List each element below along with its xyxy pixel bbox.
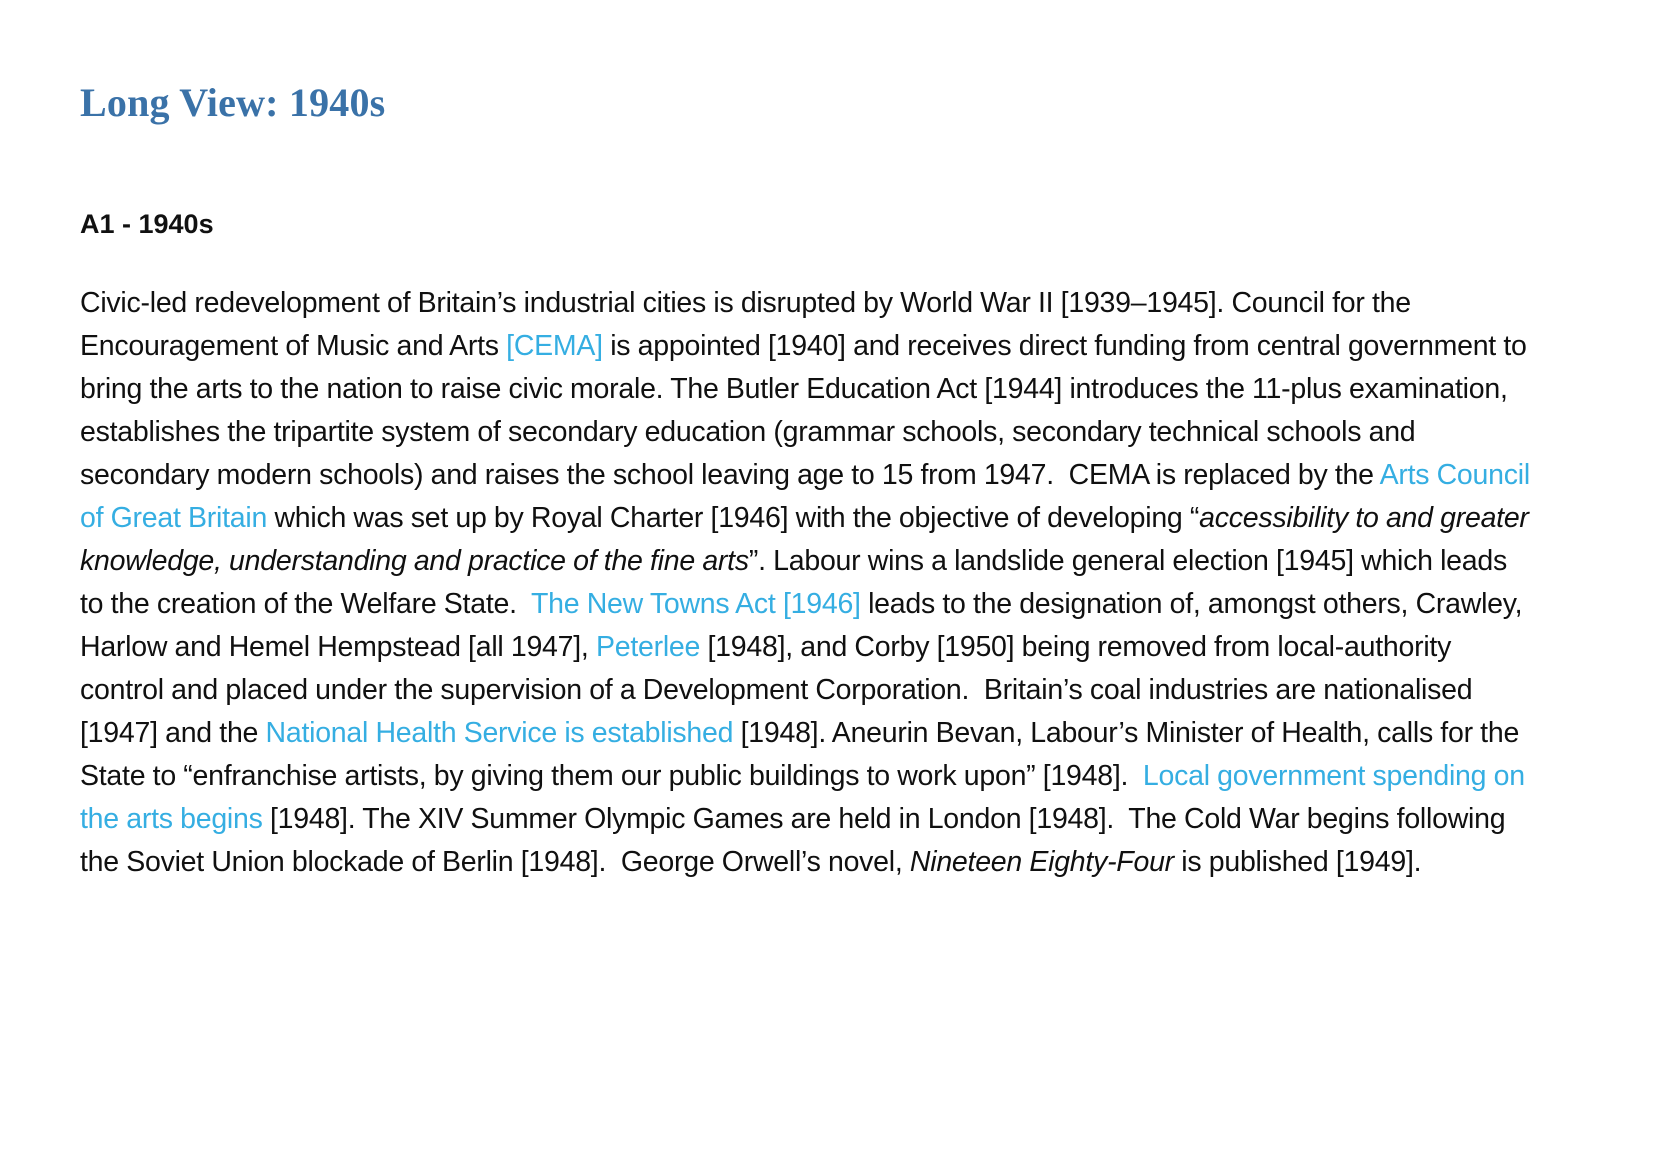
paragraph-text-run: [1948]. Aneurin Bevan, Labour’s Minister of Health, calls for the State to “enfranchise artists, by giving them our public buildings to work upon” [1948]. <box>80 717 1520 793</box>
paragraph-text-run: is published [1949]. <box>1173 846 1422 879</box>
paragraph-text-run: is appointed [1940] and receives direct funding from central government to bring the arts to the nation to raise civic morale. The Butler Education Act [1944] introduces the 11-plus examination, establishes the tripartite system of secondary education (grammar schools, secondary technical schools and secondary modern schools) and raises the school leaving age to 15 from 1947. CEMA is replaced by the <box>80 330 1527 492</box>
paragraph-text-run: ”. Labour wins a landslide general election [1945] which leads to the creation of the Welfare State. <box>80 545 1507 621</box>
body-paragraph <box>80 240 1530 884</box>
paragraph-text-run: leads to the designation of, amongst others, Crawley, Harlow and Hemel Hempstead [all 1947], <box>80 588 1523 664</box>
paragraph-text-run: [1948], and Corby [1950] being removed from local-authority control and placed under the supervision of a Development Corporation. Britain’s coal industries are nationalised [1947] and the <box>80 631 1473 750</box>
italic-run: accessibility to and greater knowledge, understanding and practice of the fine arts <box>80 502 1529 578</box>
page-title: Long View: 1940s <box>80 80 386 125</box>
inline-link[interactable]: National Health Service is established <box>265 717 734 750</box>
inline-link[interactable]: Peterlee <box>595 631 701 664</box>
inline-link[interactable]: Local government spending on the arts begins <box>80 760 1525 836</box>
paragraph-text-run: which was set up by Royal Charter [1946] with the objective of developing “ <box>267 502 1200 535</box>
paragraph-text-run: [1948]. The XIV Summer Olympic Games are held in London [1948]. The Cold War begins following the Soviet Union blockade of Berlin [1948]. George Orwell’s novel, <box>80 803 1506 879</box>
italic-run: Nineteen Eighty-Four <box>909 846 1174 879</box>
inline-link[interactable]: Arts Council of Great Britain <box>80 459 1530 535</box>
inline-link[interactable]: The New Towns Act [1946] <box>531 588 861 621</box>
inline-link[interactable]: [CEMA] <box>506 330 603 363</box>
section-heading: A1 - 1940s <box>80 209 214 239</box>
paragraph-text-run: Civic-led redevelopment of Britain’s industrial cities is disrupted by World War II [1939–1945]. Council for the Encouragement of Music and Arts <box>80 287 1411 363</box>
